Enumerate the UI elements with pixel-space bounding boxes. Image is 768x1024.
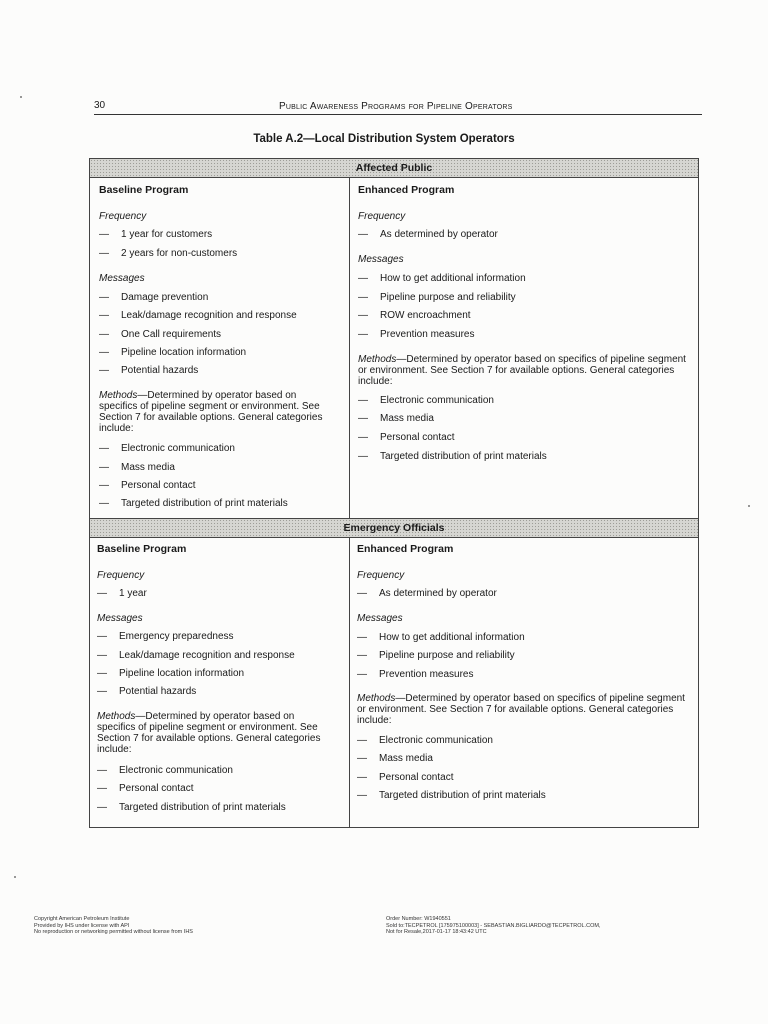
frequency-label: Frequency — [357, 570, 405, 581]
messages-label: Messages — [357, 613, 403, 624]
scan-speck — [748, 505, 750, 507]
footer-order-info: Order Number: W1940551 Sold to:TECPETROL [175975100003] - SEBASTIAN.BIGLIARDO@TECPETROL.COM, Not for Resale,2017-01-17 18:43:42 UTC — [386, 916, 601, 935]
column-heading: Enhanced Program — [357, 543, 454, 555]
methods-paragraph: Methods—Determined by operator based on specifics of pipeline segment or environment. See Section 7 for available options. General categories include: — [97, 711, 321, 755]
list-item: — 2 years for non-customers — [99, 248, 238, 259]
list-item: — Potential hazards — [99, 365, 199, 376]
methods-paragraph: Methods—Determined by operator based on specifics of pipeline segment or environment. See Section 7 for available options. General categories include: — [99, 390, 323, 434]
list-item: — Personal contact — [99, 480, 196, 491]
list-item: — Personal contact — [358, 432, 455, 443]
messages-label: Messages — [358, 254, 404, 265]
list-item: — Pipeline location information — [99, 347, 247, 358]
list-item: — Electronic communication — [97, 765, 233, 776]
list-item: — Prevention measures — [357, 669, 474, 680]
cell-affected-baseline — [99, 159, 341, 518]
program-table — [89, 158, 699, 828]
list-item: — Leak/damage recognition and response — [97, 650, 295, 661]
column-divider — [349, 537, 350, 827]
methods-paragraph: Methods—Determined by operator based on specifics of pipeline segment or environment. See Section 7 for available options. General categories include: — [357, 693, 685, 726]
list-item: — Electronic communication — [358, 395, 494, 406]
list-item: — Electronic communication — [99, 443, 235, 454]
list-item: — Pipeline purpose and reliability — [357, 650, 515, 661]
frequency-label: Frequency — [99, 211, 147, 222]
band-emergency-officials: Emergency Officials — [90, 518, 698, 538]
cell-affected-enhanced — [358, 159, 694, 518]
list-item: — Mass media — [358, 413, 434, 424]
list-item: — Personal contact — [357, 772, 454, 783]
frequency-label: Frequency — [358, 211, 406, 222]
table-title: Table A.2—Local Distribution System Operators — [253, 133, 515, 145]
list-item: — ROW encroachment — [358, 310, 471, 321]
list-item: — As determined by operator — [357, 588, 497, 599]
list-item: — Targeted distribution of print materials — [99, 498, 288, 509]
running-title: Public Awareness Programs for Pipeline Operators — [279, 101, 513, 112]
column-heading: Enhanced Program — [358, 184, 455, 196]
list-item: — Leak/damage recognition and response — [99, 310, 297, 321]
messages-label: Messages — [99, 273, 145, 284]
list-item: — As determined by operator — [358, 229, 498, 240]
column-divider — [349, 177, 350, 518]
band-affected-public: Affected Public — [90, 159, 698, 178]
scan-speck — [14, 876, 16, 878]
list-item: — Personal contact — [97, 783, 194, 794]
list-item: — Targeted distribution of print materials — [97, 802, 286, 813]
list-item: — Prevention measures — [358, 329, 475, 340]
list-item: — 1 year — [97, 588, 147, 599]
list-item: — Electronic communication — [357, 735, 493, 746]
list-item: — Damage prevention — [99, 292, 209, 303]
column-heading: Baseline Program — [99, 184, 189, 196]
list-item: — Potential hazards — [97, 686, 197, 697]
list-item: — Pipeline location information — [97, 668, 245, 679]
column-heading: Baseline Program — [97, 543, 187, 555]
messages-label: Messages — [97, 613, 143, 624]
list-item: — 1 year for customers — [99, 229, 213, 240]
list-item: — Mass media — [357, 753, 433, 764]
list-item: — Targeted distribution of print materials — [358, 451, 547, 462]
page-header — [94, 100, 702, 115]
scan-speck — [20, 96, 22, 98]
list-item: — How to get additional information — [357, 632, 525, 643]
methods-paragraph: Methods—Determined by operator based on specifics of pipeline segment or environment. See Section 7 for available options. General categories include: — [358, 354, 686, 387]
page-number: 30 — [94, 100, 106, 111]
cell-emergency-enhanced — [357, 518, 694, 828]
list-item: — How to get additional information — [358, 273, 526, 284]
list-item: — Mass media — [99, 462, 175, 473]
cell-emergency-baseline — [97, 518, 341, 828]
footer-license: Copyright American Petroleum Institute Provided by IHS under license with API No reproduction or networking permitted without license from IHS — [34, 916, 193, 935]
frequency-label: Frequency — [97, 570, 145, 581]
list-item: — Emergency preparedness — [97, 631, 234, 642]
list-item: — One Call requirements — [99, 329, 222, 340]
list-item: — Targeted distribution of print materials — [357, 790, 546, 801]
list-item: — Pipeline purpose and reliability — [358, 292, 516, 303]
